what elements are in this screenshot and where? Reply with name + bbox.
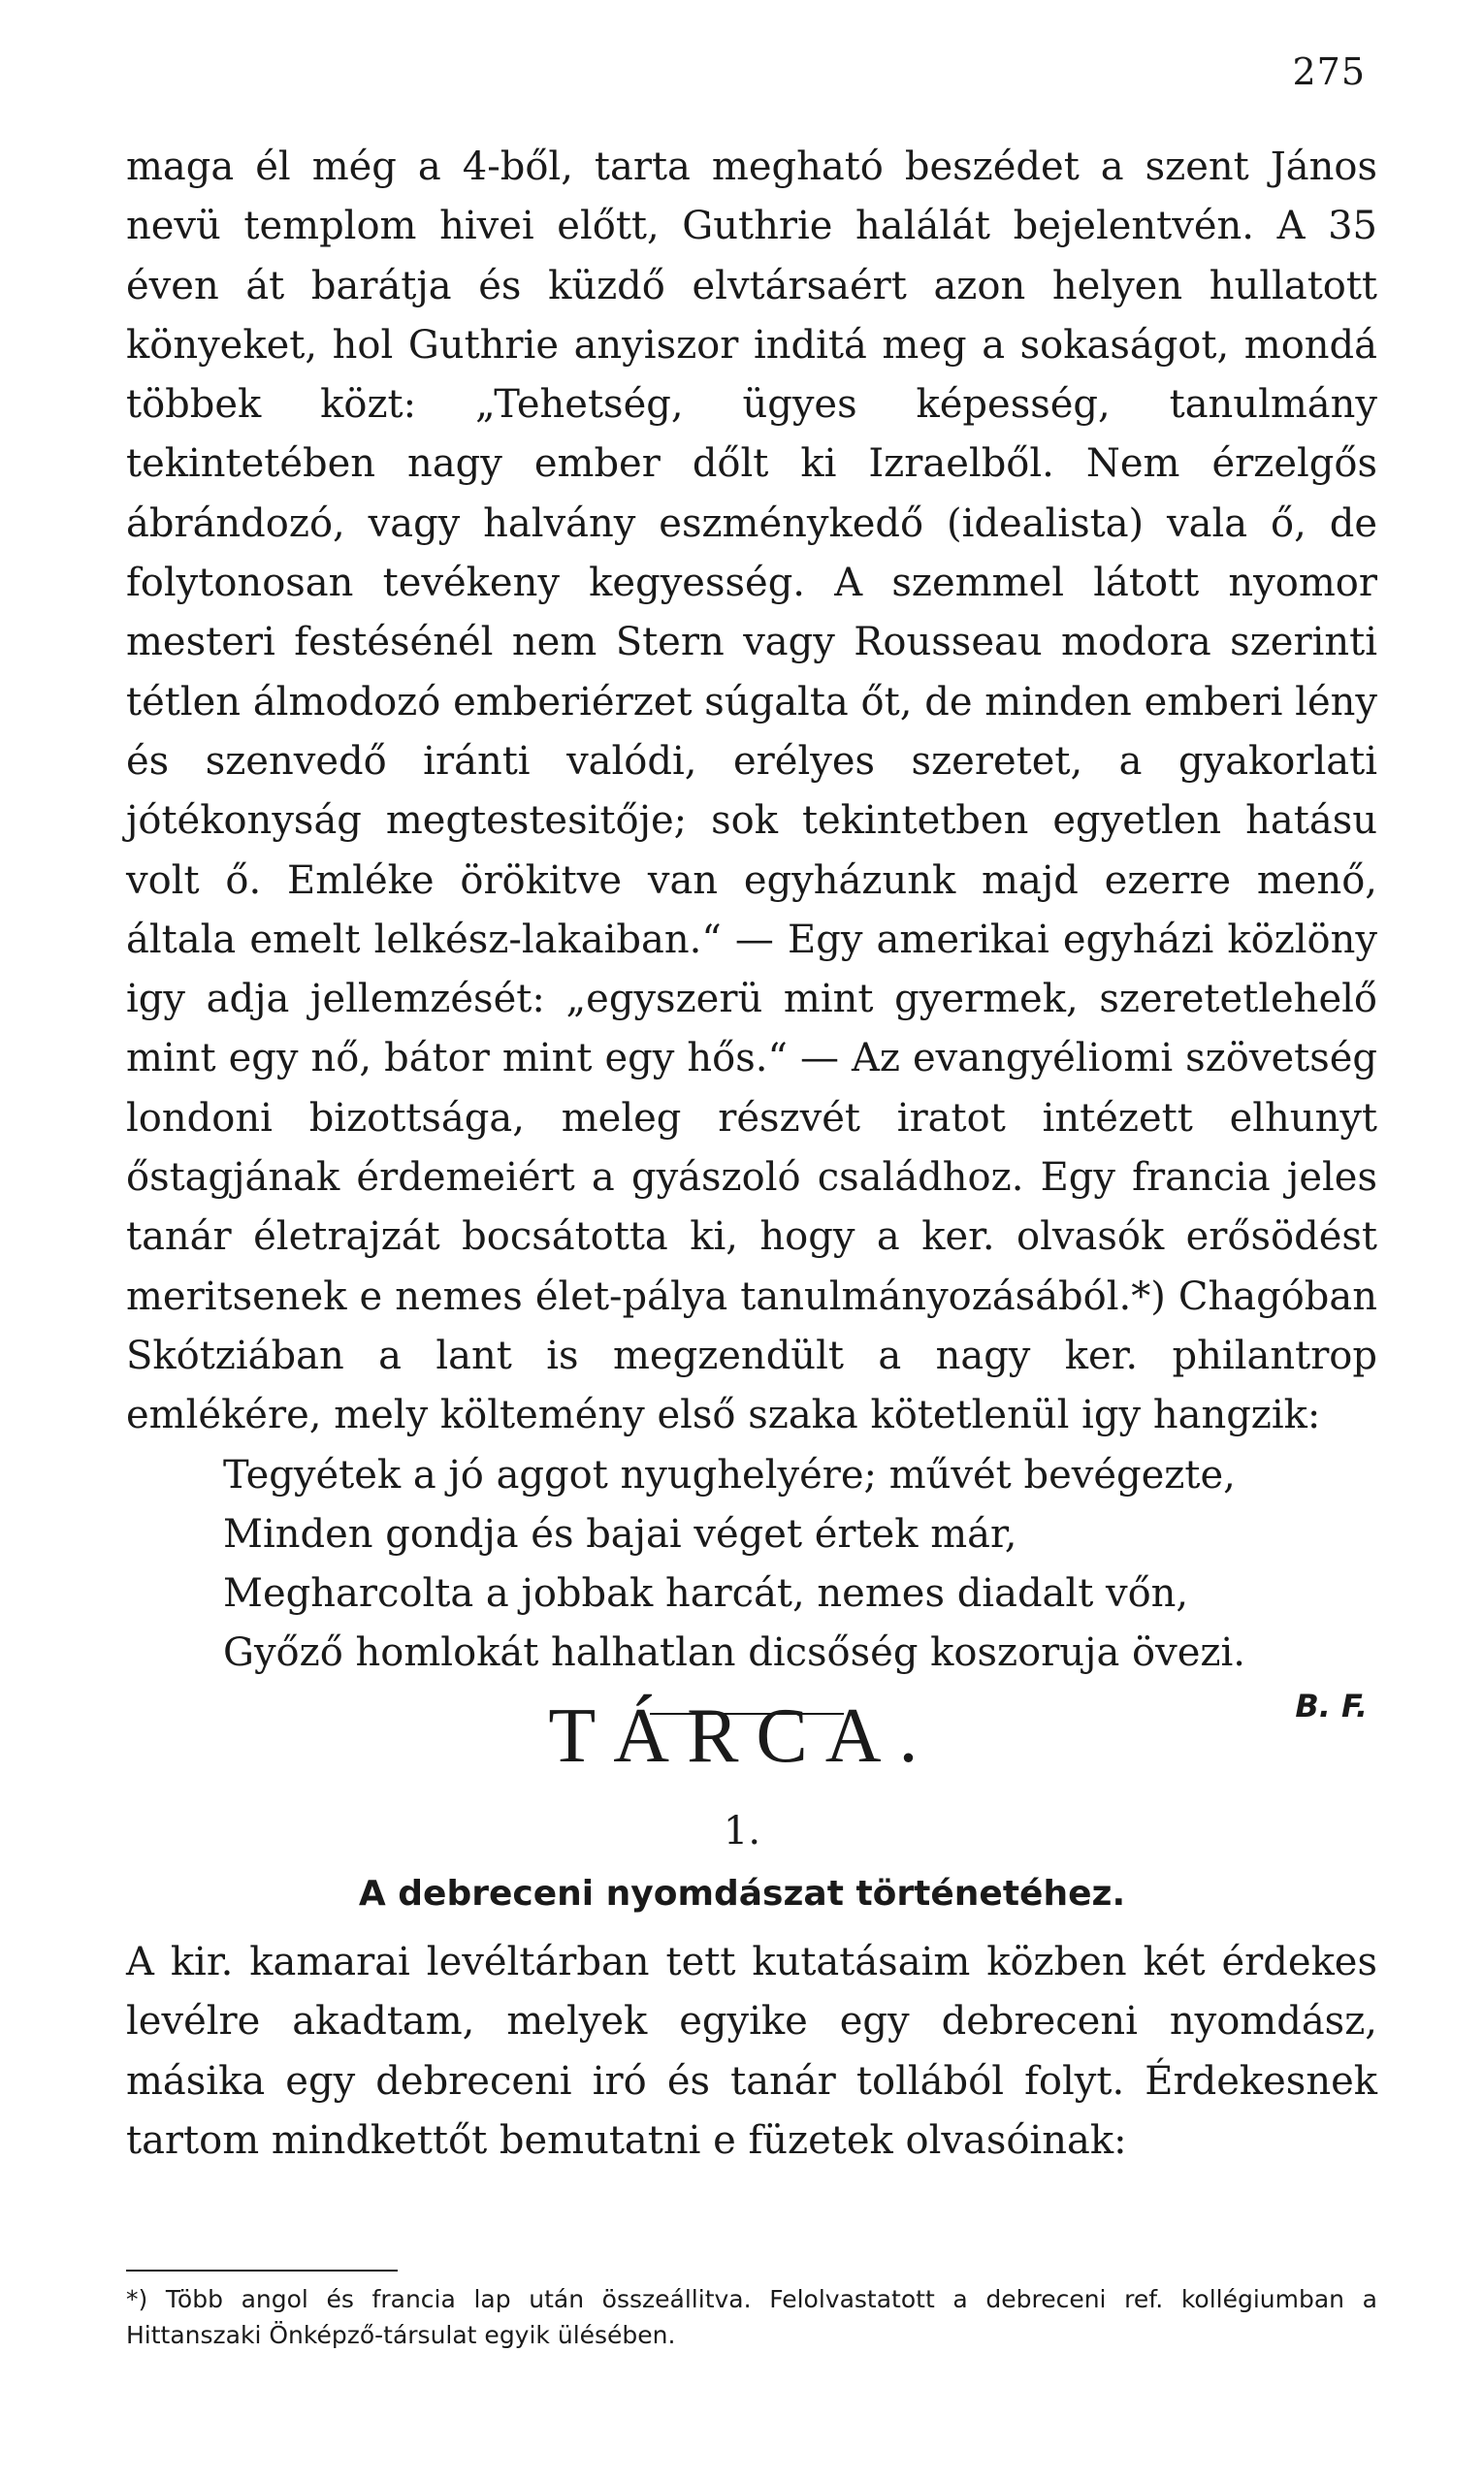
footnote: *) Több angol és francia lap után összeállitva. Felolvastatott a debreceni ref. kollégiumban a Hittanszaki Önképző-társulat egyik ülésében. [126,2285,1377,2349]
footnote-rule [126,2270,398,2272]
article-title: A debreceni nyomdászat történetéhez. [358,1874,1126,1914]
article-paragraph: A kir. kamarai levéltárban tett kutatásaim közben két érdekes levélre akadtam, melyek egyike egy debreceni nyomdász, másika egy debreceni iró és tanár tollából folyt. Érdekesnek tartom mindkettőt bemutatni e füzetek olvasóinak: [126,1940,1377,2163]
section-heading: TÁRCA. [548,1693,936,1779]
body-paragraph: maga él még a 4-ből, tarta megható beszédet a szent János nevü templom hivei előtt, Guthrie halálát bejelentvén. A 35 éven át barátja és küzdő elvtársaért azon helyen hullatott könyeket, hol Guthrie anyiszor inditá meg a sokaságot, mondá többek közt: „Tehetség, ügyes képesség, tanulmány tekintetében nagy ember dőlt ki Izraelből. Nem érzelgős ábrándozó, vagy halvány eszménykedő (idealista) vala ő, de folytonosan tevékeny kegyesség. A szemmel látott nyomor mesteri festésénél nem Stern vagy Rousseau modora szerinti tétlen álmodozó emberiérzet súgalta őt, de minden emberi lény és szenvedő iránti valódi, erélyes szeretet, a gyakorlati jótékonyság megtestesitője; sok tekintetben egyetlen hatásu volt ő. Emléke örökitve van egyházunk majd ezerre menő, általa emelt lelkész-lakaiban.“ — Egy amerikai egyházi közlöny igy adja jellemzését: „egyszerü mint gyermek, szeretetlehelő mint egy nő, bátor mint egy hős.“ — Az evangyéliomi szövetség londoni bizottsága, meleg részvét iratot intézett elhunyt őstagjának érdemeiért a gyászoló családhoz. Egy francia jeles tanár életrajzát bocsátotta ki, hogy a ker. olvasók erősödést meritsenek e nemes élet-pálya tanulmányozásából.*) Chagóban Skótziában a lant is megzendült a nagy ker. philantrop emlékére, mely költemény első szaka kötetlenül igy hangzik: [126,145,1377,1438]
poem-stanza [126,1446,1377,1684]
poem-line: Minden gondja és bajai véget értek már, [223,1511,1017,1557]
poem-line: Megharcolta a jobbak harcát, nemes diadalt vőn, [223,1571,1189,1617]
article-body [126,1933,1377,2171]
poem-line: Tegyétek a jó aggot nyughelyére; művét bevégezte, [223,1452,1236,1498]
main-text-block [126,138,1377,1744]
page-number: 275 [1292,50,1366,93]
poem-line: Győző homlokát halhatlan dicsőség koszoruja övezi. [223,1630,1245,1676]
author-signature: B. F. [1295,1687,1368,1725]
article-number: 1. [723,1809,761,1853]
